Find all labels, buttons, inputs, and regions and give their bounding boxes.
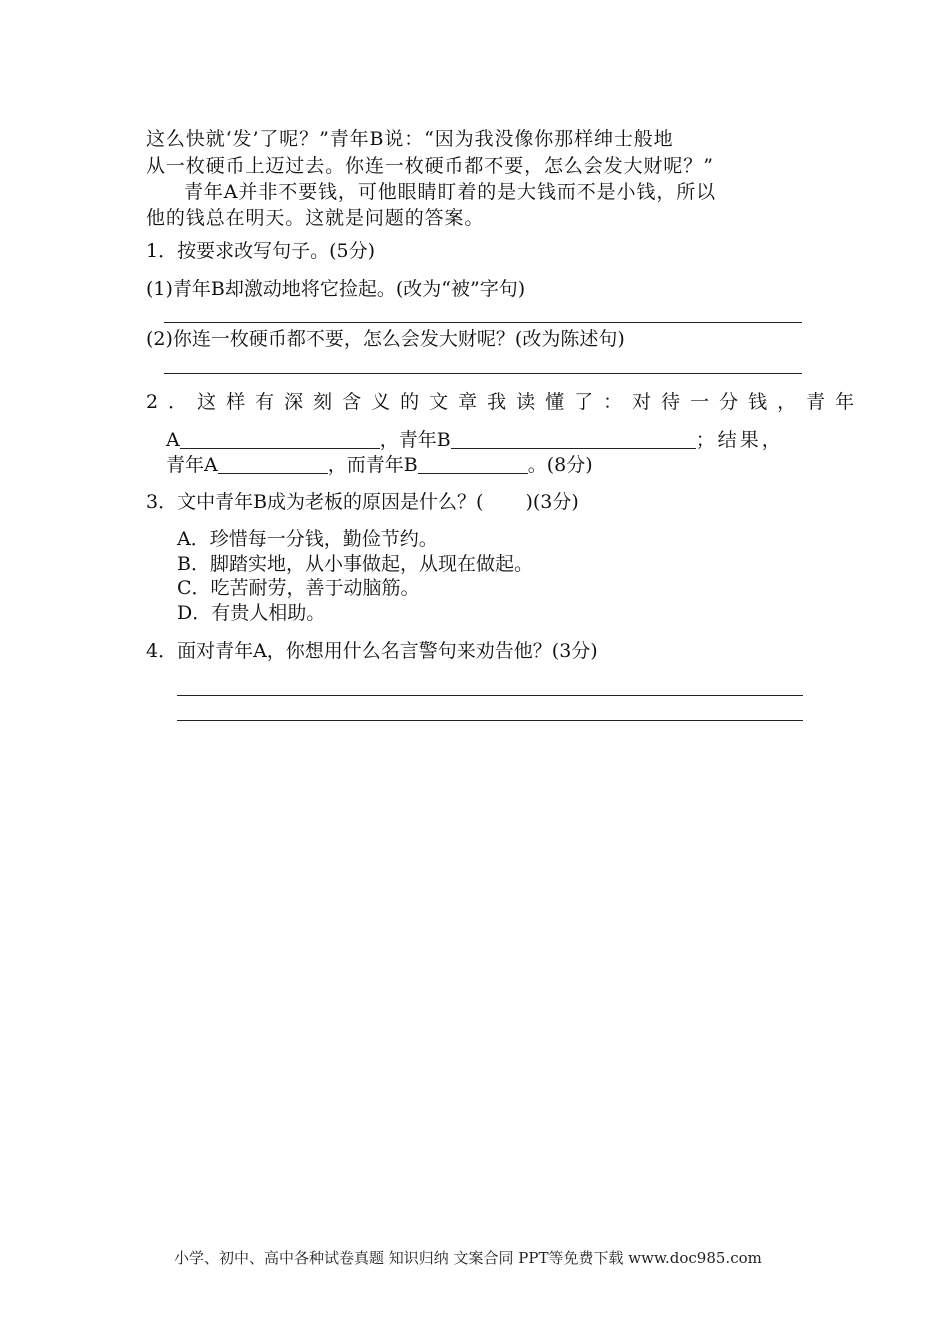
question-3-score: )(3分)	[525, 491, 579, 513]
answer-line-1-1[interactable]	[164, 322, 802, 323]
question-2-line-2	[166, 425, 784, 452]
answer-line-4-1[interactable]	[177, 695, 803, 696]
option-a[interactable]: A．珍惜每一分钱，勤俭节约。	[177, 528, 438, 550]
q2-label-a-result: 青年A	[166, 454, 218, 476]
q2-score: 。(8分)	[527, 454, 593, 476]
passage-line-1: 这么快就‘发’了呢？”青年B说：“因为我没像你那样绅士般地	[146, 128, 674, 150]
q2-label-b: ，青年B	[379, 429, 451, 451]
question-3-title	[146, 487, 579, 514]
passage-line-3: 青年A并非不要钱，可他眼睛盯着的是大钱而不是小钱，所以	[184, 181, 717, 203]
question-2-line-3	[166, 450, 593, 477]
question-1-title: 1．按要求改写句子。(5分)	[146, 240, 376, 262]
q2-label-b-result: ，而青年B	[327, 454, 418, 476]
option-b[interactable]: B．脚踏实地，从小事做起，从现在做起。	[177, 553, 533, 575]
answer-line-1-2[interactable]	[164, 373, 802, 374]
passage-line-2: 从一枚硬币上迈过去。你连一枚硬币都不要，怎么会发大财呢？”	[146, 155, 714, 177]
question-4-title: 4．面对青年A，你想用什么名言警句来劝告他？(3分)	[146, 640, 598, 662]
blank-a-result[interactable]	[218, 455, 328, 474]
question-1-sub-1: (1)青年B却激动地将它捡起。(改为“被”字句)	[146, 278, 526, 300]
option-d[interactable]: D．有贵人相助。	[177, 602, 326, 624]
option-c[interactable]: C．吃苦耐劳，善于动脑筋。	[177, 577, 420, 599]
blank-b-attitude[interactable]	[451, 430, 696, 449]
passage-line-4: 他的钱总在明天。这就是问题的答案。	[146, 207, 485, 229]
blank-a-attitude[interactable]	[180, 430, 380, 449]
question-1-sub-2: (2)你连一枚硬币都不要，怎么会发大财呢？(改为陈述句)	[146, 328, 625, 350]
blank-b-result[interactable]	[418, 455, 528, 474]
q2-label-result: ；结果，	[695, 429, 784, 451]
question-3-text: 3．文中青年B成为老板的原因是什么？(	[146, 491, 484, 513]
q2-label-a: A	[166, 429, 180, 451]
footer-text: 小学、初中、高中各种试卷真题 知识归纳 文案合同 PPT等免费下载 www.doc985.com	[174, 1249, 762, 1267]
answer-line-4-2[interactable]	[177, 720, 803, 721]
question-2-line-1: 2．这样有深刻含义的文章我读懂了：对待一分钱，青年	[146, 391, 865, 413]
